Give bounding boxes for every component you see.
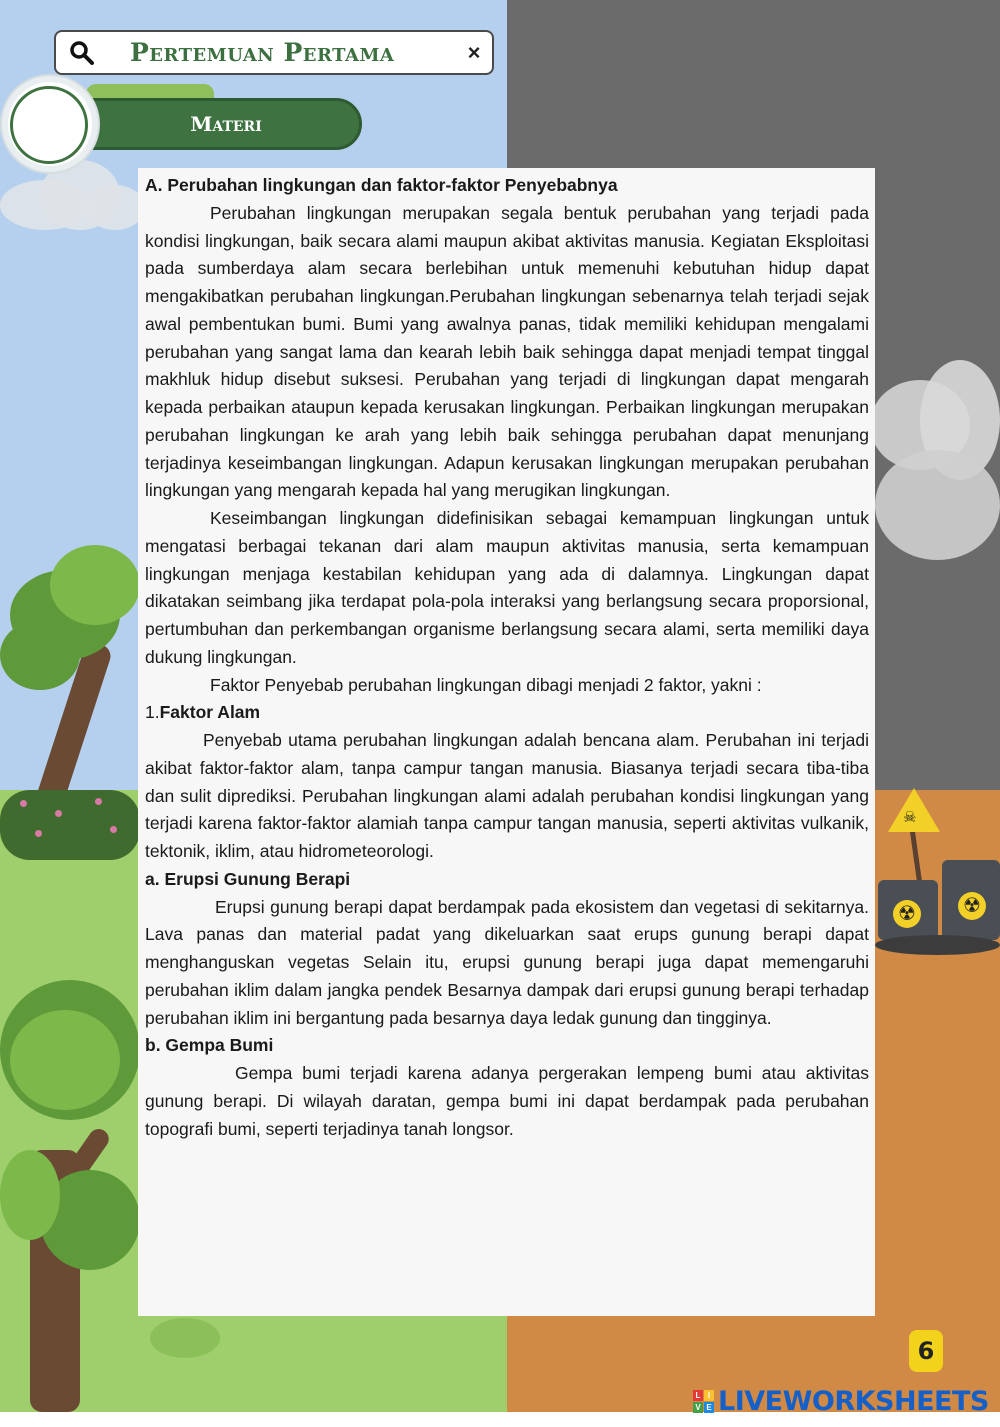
subheading-erupsi: a. Erupsi Gunung Berapi xyxy=(145,868,351,889)
page-number-badge: 6 xyxy=(909,1330,943,1372)
list-item-faktor-alam xyxy=(145,699,869,727)
radiation-icon: ☢ xyxy=(958,892,986,920)
brand-logo-icon xyxy=(693,1390,714,1413)
logo-letter: L xyxy=(693,1390,703,1401)
paragraph-faktor-alam: Penyebab utama perubahan lingkungan adalah bencana alam. Perubahan ini terjadi akibat faktor-faktor alam, tanpa campur tangan manusia. Biasanya terjadi secara tiba-tiba dan sulit diprediksi. Perubahan lingkungan alami adalah perubahan kondisi lingkungan yang terjadi karena faktor-faktor alamiah tanpa campur tangan manusia, seperti aktivitas vulkanik, tektonik, iklim, atau hidrometeorologi. xyxy=(145,730,869,861)
content-card xyxy=(138,168,875,1316)
tab-circle-ring xyxy=(10,86,88,164)
paragraph-perubahan: Perubahan lingkungan merupakan segala bentuk perubahan yang terjadi pada kondisi lingkungan, baik secara alami maupun akibat aktivitas manusia. Kegiatan Eksploitasi pada sumberdaya alam secara berlebihan untuk memenuhi kebutuhan hidup dapat mengakibatkan perubahan lingkungan.Perubahan lingkungan sebenarnya telah terjadi sejak awal pembentukan bumi. Bumi yang awalnya panas, tidak memiliki kehidupan mengalami perubahan yang sangat lama dan kearah lebih baik sehingga dapat menjadi tempat tinggal makhluk hidup disebut suksesi. Perubahan yang terjadi di lingkungan dapat mengarah kepada perbaikan ataupun kepada kerusakan lingkungan. Perbaikan lingkungan merupakan perubahan lingkungan ke arah yang lebih baik sehingga perubahan dapat menunjang terjadinya keseimbangan lingkungan. Adapun kerusakan lingkungan merupakan perubahan lingkungan yang mengarah kepada hal yang merugikan lingkungan. xyxy=(145,202,869,501)
paragraph-erupsi: Erupsi gunung berapi dapat berdampak pada ekosistem dan vegetasi di sekitarnya. Lava panas dan material padat yang dikeluarkan saat erups gunung berapi dapat menghanguskan vegetas Selain itu, erupsi gunung berapi juga dapat memengaruhi perubahan iklim dalam jangka pendek Besarnya dampak dari erupsi gunung berapi terhadap perubahan iklim ini bergantung pada besarnya daya ledak gunung dan tingginya. xyxy=(145,896,869,1028)
brand-footer[interactable] xyxy=(693,1386,989,1417)
search-icon[interactable] xyxy=(56,32,108,73)
page-title: Pertemuan Pertama xyxy=(130,38,395,67)
logo-letter: E xyxy=(704,1402,714,1413)
close-icon[interactable]: × xyxy=(467,39,481,65)
radiation-icon: ☢ xyxy=(893,900,921,928)
logo-letter: I xyxy=(704,1390,714,1401)
header-search-bar[interactable] xyxy=(54,30,494,75)
logo-letter: V xyxy=(693,1402,703,1413)
tab-materi-label: Materi xyxy=(190,112,262,136)
brand-text: LIVEWORKSHEETS xyxy=(718,1386,989,1417)
list-title: Faktor Alam xyxy=(159,702,261,723)
paragraph-gempa: Gempa bumi terjadi karena adanya pergerakan lempeng bumi atau aktivitas gunung berapi. Di wilayah daratan, gempa bumi ini dapat berdampak pada perubahan topografi bumi, seperti terjadinya tanah longsor. xyxy=(145,1063,869,1139)
subheading-gempa: b. Gempa Bumi xyxy=(145,1035,274,1056)
list-number: 1. xyxy=(145,702,160,723)
section-title: A. Perubahan lingkungan dan faktor-faktor Penyebabnya xyxy=(145,175,618,195)
paragraph-faktor-penyebab: Faktor Penyebab perubahan lingkungan dibagi menjadi 2 faktor, yakni : xyxy=(210,674,762,695)
paragraph-keseimbangan: Keseimbangan lingkungan didefinisikan sebagai kemampuan lingkungan untuk mengatasi berbagai tekanan dari alam maupun aktivitas manusia, serta kemampuan lingkungan menjaga kestabilan kehidupan yang ada di dalamnya. Lingkungan dapat dikatakan seimbang jika terdapat pola-pola interaksi yang berlangsung secara proporsional, pertumbuhan dan perkembangan organisme berlangsung secara alami, serta memiliki daya dukung lingkungan. xyxy=(145,508,869,667)
